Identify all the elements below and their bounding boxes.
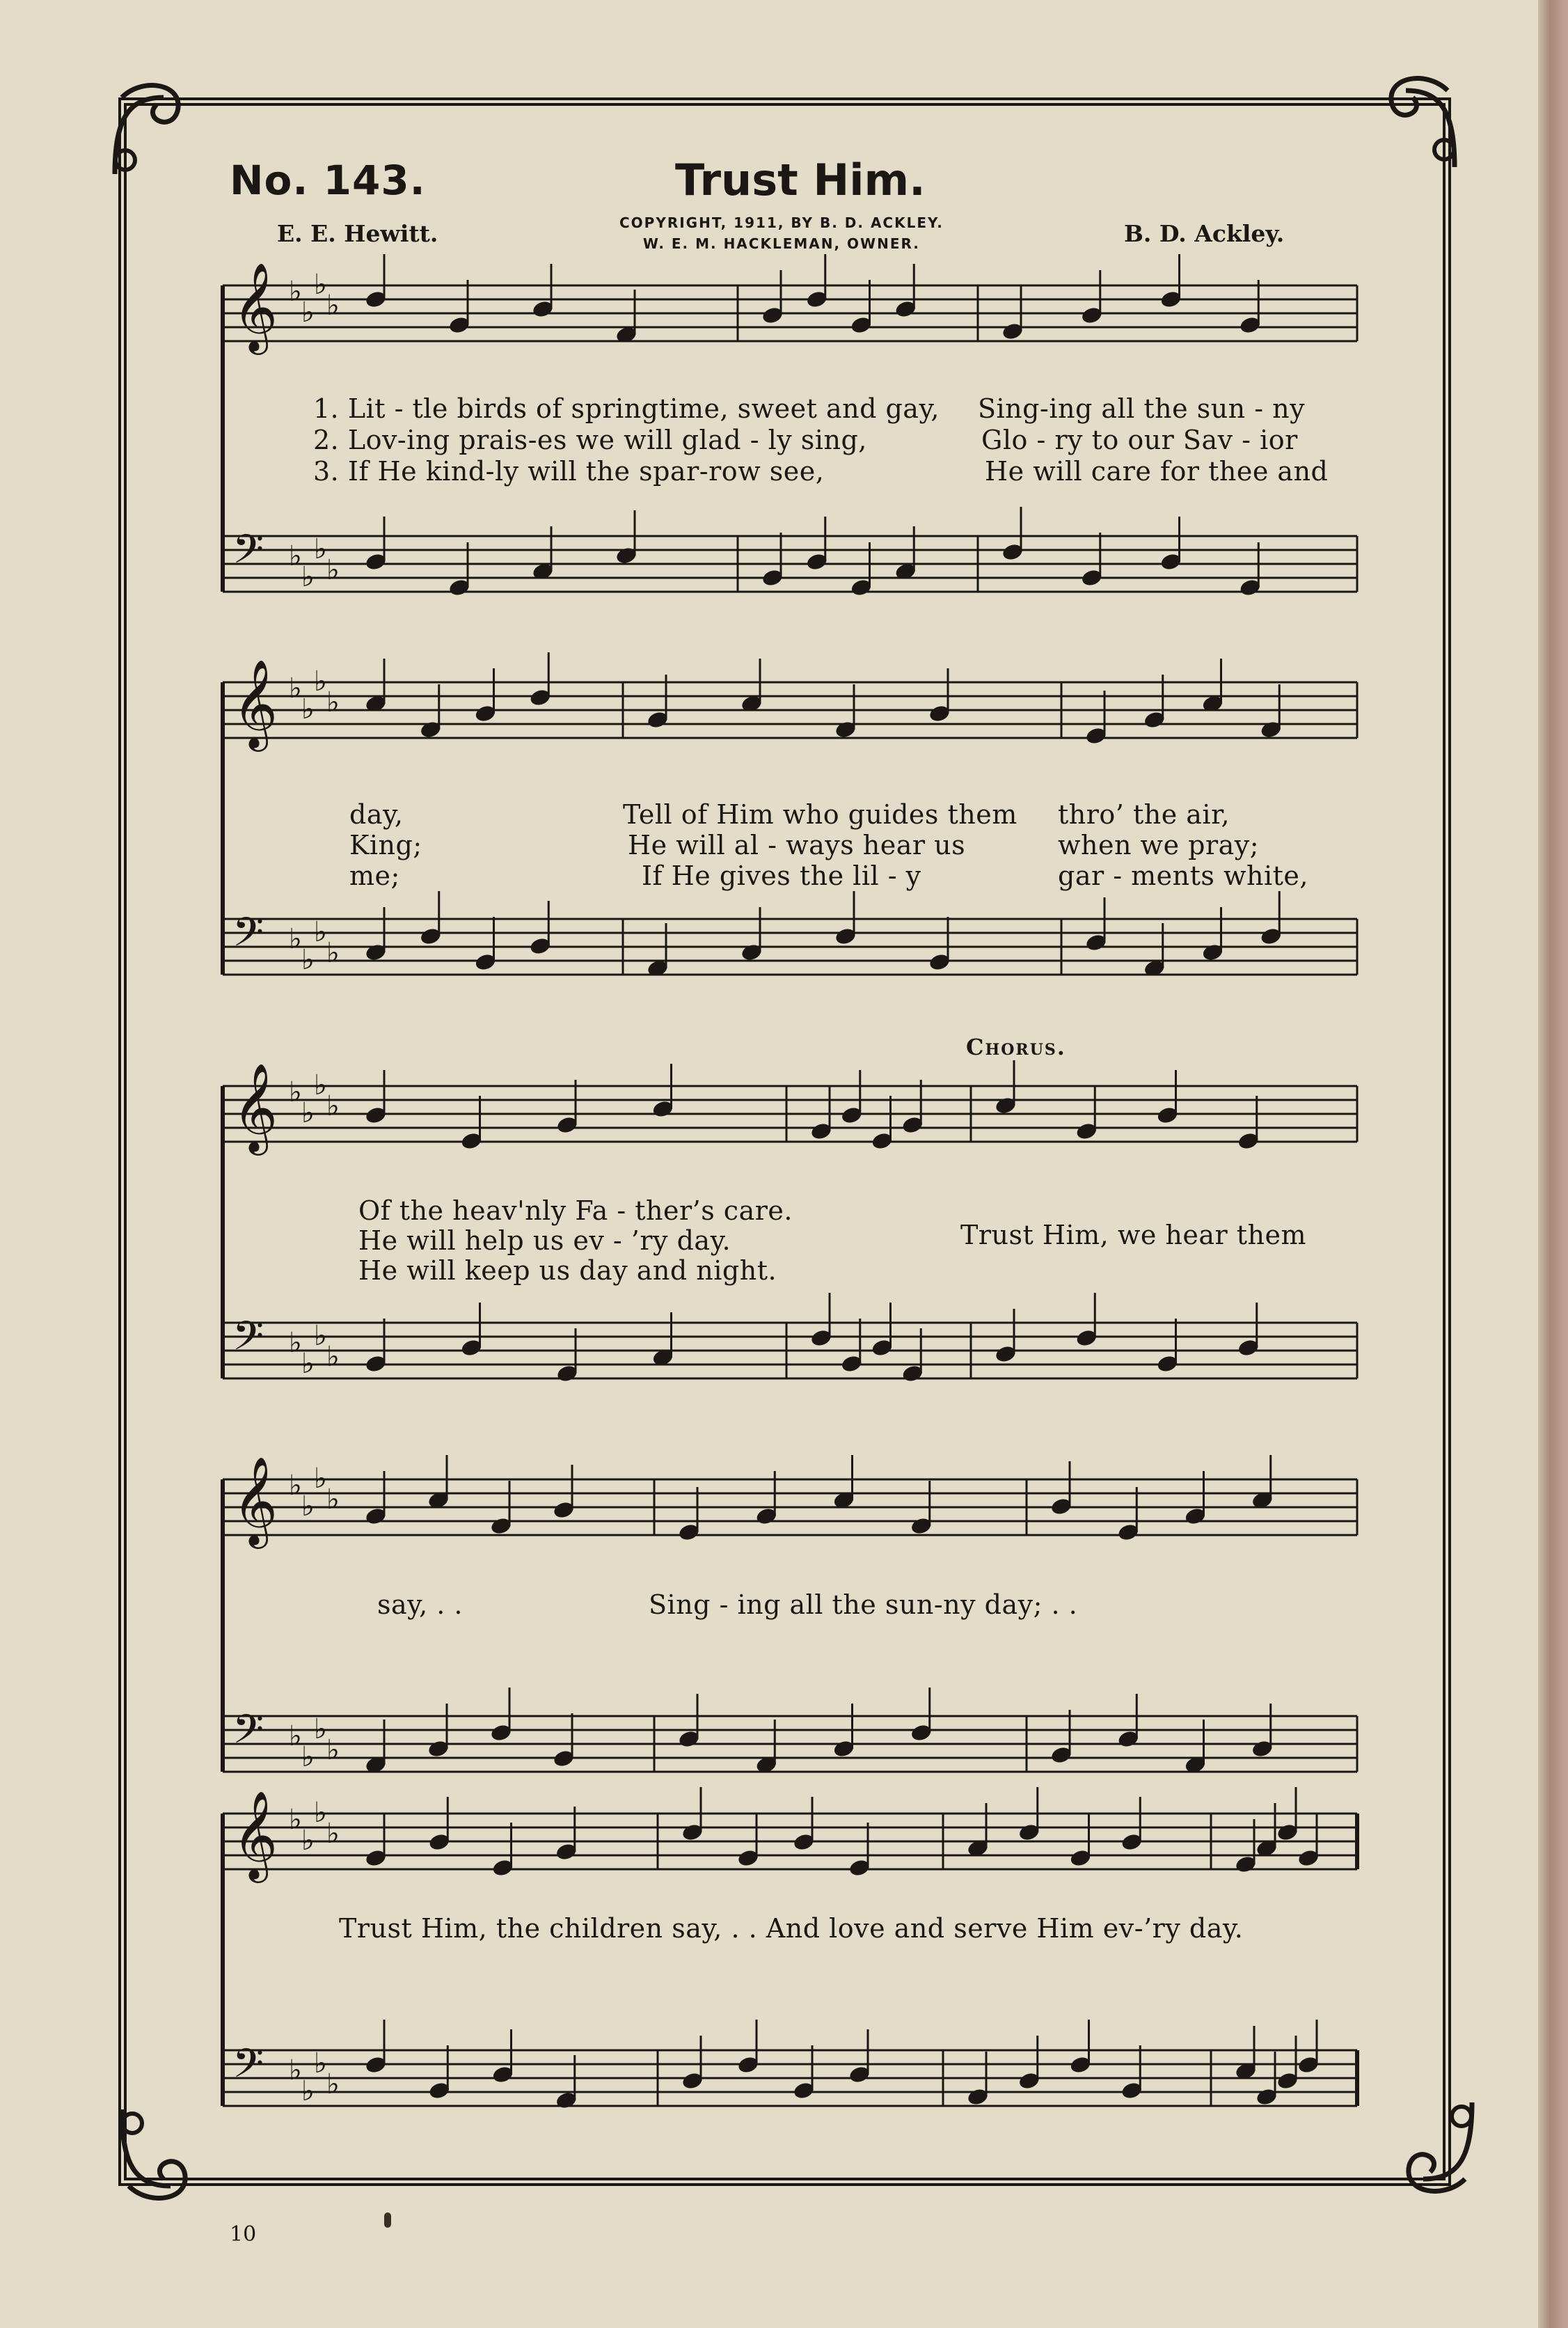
flat-icon: ♭ bbox=[301, 693, 315, 725]
author-credit: E. E. Hewitt. bbox=[277, 220, 438, 247]
copyright-notice bbox=[619, 212, 944, 254]
bass-clef-icon: 𝄢 bbox=[232, 1312, 264, 1369]
flat-icon: ♭ bbox=[314, 269, 327, 301]
lyric-s1-v2-a: 2. Lov-ing prais-es we will glad - ly sing, bbox=[313, 425, 867, 455]
lyric-s3-v2: He will help us ev - ’ry day. bbox=[358, 1225, 731, 1256]
flat-icon: ♭ bbox=[326, 1090, 340, 1122]
flat-icon: ♭ bbox=[289, 1720, 302, 1752]
lyric-s1-v3-a: 3. If He kind-ly will the spar-row see, bbox=[313, 456, 825, 487]
lyric-s3-v3: He will keep us day and night. bbox=[358, 1255, 777, 1286]
flat-icon: ♭ bbox=[314, 1320, 327, 1352]
lyric-s2-v1-b: Tell of Him who guides them bbox=[623, 799, 1017, 830]
flat-icon: ♭ bbox=[301, 2075, 315, 2107]
flat-icon: ♭ bbox=[301, 944, 315, 976]
flat-icon: ♭ bbox=[326, 2068, 340, 2100]
staff-system-4-graphic bbox=[223, 1456, 1357, 1803]
copyright-line-2: W. E. M. HACKLEMAN, OWNER. bbox=[642, 235, 920, 252]
ink-spot bbox=[384, 2212, 391, 2228]
flat-icon: ♭ bbox=[301, 1348, 315, 1380]
hymn-title: Trust Him. bbox=[675, 155, 926, 205]
corner-ornament-top-left-icon bbox=[101, 77, 212, 188]
flat-icon: ♭ bbox=[314, 2047, 327, 2079]
treble-clef-icon: 𝄞 bbox=[232, 262, 278, 351]
flat-icon: ♭ bbox=[301, 297, 315, 329]
flat-icon: ♭ bbox=[326, 1341, 340, 1373]
treble-clef-icon: 𝄞 bbox=[232, 1062, 278, 1151]
bass-clef-icon: 𝄢 bbox=[232, 909, 264, 966]
flat-icon: ♭ bbox=[314, 1713, 327, 1745]
flat-icon: ♭ bbox=[314, 1463, 327, 1495]
flat-icon: ♭ bbox=[289, 673, 302, 705]
lyric-s3-chorus: Trust Him, we hear them bbox=[960, 1220, 1307, 1250]
flat-icon: ♭ bbox=[314, 533, 327, 565]
treble-clef-icon: 𝄞 bbox=[232, 1456, 278, 1545]
flat-icon: ♭ bbox=[289, 276, 302, 308]
flat-icon: ♭ bbox=[289, 1076, 302, 1108]
lyric-s1-v1-b: Sing-ing all the sun - ny bbox=[978, 393, 1306, 424]
lyric-s2-v3-c: gar - ments white, bbox=[1058, 860, 1308, 891]
bass-clef-icon: 𝄢 bbox=[232, 2040, 264, 2097]
flat-icon: ♭ bbox=[289, 2054, 302, 2086]
flat-icon: ♭ bbox=[301, 1097, 315, 1129]
bass-clef-icon: 𝄢 bbox=[232, 1706, 264, 1763]
flat-icon: ♭ bbox=[289, 540, 302, 572]
flat-icon: ♭ bbox=[314, 916, 327, 948]
chorus-label: Chorus. bbox=[966, 1034, 1066, 1060]
flat-icon: ♭ bbox=[289, 1804, 302, 1836]
lyric-s3-v1: Of the heav'nly Fa - ther’s care. bbox=[358, 1195, 793, 1226]
corner-ornament-bottom-right-icon bbox=[1375, 2095, 1486, 2207]
hymn-number: No. 143. bbox=[230, 157, 426, 204]
bass-clef-icon: 𝄢 bbox=[232, 526, 264, 583]
lyric-s2-v2-b: He will al - ways hear us bbox=[628, 830, 966, 860]
flat-icon: ♭ bbox=[289, 1327, 302, 1359]
lyric-s5: Trust Him, the children say, . . And love and serve Him ev-’ry day. bbox=[339, 1913, 1244, 1944]
flat-icon: ♭ bbox=[301, 1825, 315, 1857]
flat-icon: ♭ bbox=[314, 1069, 327, 1101]
flat-icon: ♭ bbox=[314, 666, 327, 698]
staff-system-5-graphic bbox=[223, 1790, 1357, 2137]
lyric-s1-v2-b: Glo - ry to our Sav - ior bbox=[981, 425, 1298, 455]
lyric-s2-v2-a: King; bbox=[349, 830, 422, 860]
flat-icon: ♭ bbox=[326, 937, 340, 969]
lyric-s4-b: Sing - ing all the sun-ny day; . . bbox=[649, 1589, 1078, 1620]
flat-icon: ♭ bbox=[301, 561, 315, 593]
flat-icon: ♭ bbox=[289, 1470, 302, 1502]
lyric-s2-v3-b: If He gives the lil - y bbox=[642, 860, 921, 891]
flat-icon: ♭ bbox=[326, 686, 340, 718]
composer-credit: B. D. Ackley. bbox=[1124, 220, 1285, 247]
corner-ornament-top-right-icon bbox=[1357, 63, 1468, 174]
lyric-s2-v1-a: day, bbox=[349, 799, 404, 830]
lyric-s1-v1-a: 1. Lit - tle birds of springtime, sweet and gay, bbox=[313, 393, 940, 424]
flat-icon: ♭ bbox=[301, 1741, 315, 1773]
copyright-line-1: COPYRIGHT, 1911, BY B. D. ACKLEY. bbox=[619, 214, 944, 231]
lyric-s2-v1-c: thro’ the air, bbox=[1058, 799, 1230, 830]
book-spine-edge bbox=[1538, 0, 1568, 2328]
flat-icon: ♭ bbox=[326, 1484, 340, 1516]
lyric-s1-v3-b: He will care for thee and bbox=[985, 456, 1329, 487]
flat-icon: ♭ bbox=[326, 554, 340, 586]
lyric-s2-v2-c: when we pray; bbox=[1058, 830, 1260, 860]
flat-icon: ♭ bbox=[289, 923, 302, 955]
lyric-s4-a: say, . . bbox=[377, 1589, 463, 1620]
flat-icon: ♭ bbox=[326, 1734, 340, 1766]
flat-icon: ♭ bbox=[326, 1818, 340, 1850]
flat-icon: ♭ bbox=[326, 290, 340, 322]
flat-icon: ♭ bbox=[301, 1491, 315, 1523]
page-number: 10 bbox=[230, 2222, 257, 2247]
lyric-s2-v3-a: me; bbox=[349, 860, 400, 891]
flat-icon: ♭ bbox=[314, 1797, 327, 1829]
treble-clef-icon: 𝄞 bbox=[232, 1790, 278, 1879]
treble-clef-icon: 𝄞 bbox=[232, 659, 278, 748]
corner-ornament-bottom-left-icon bbox=[108, 2102, 219, 2214]
